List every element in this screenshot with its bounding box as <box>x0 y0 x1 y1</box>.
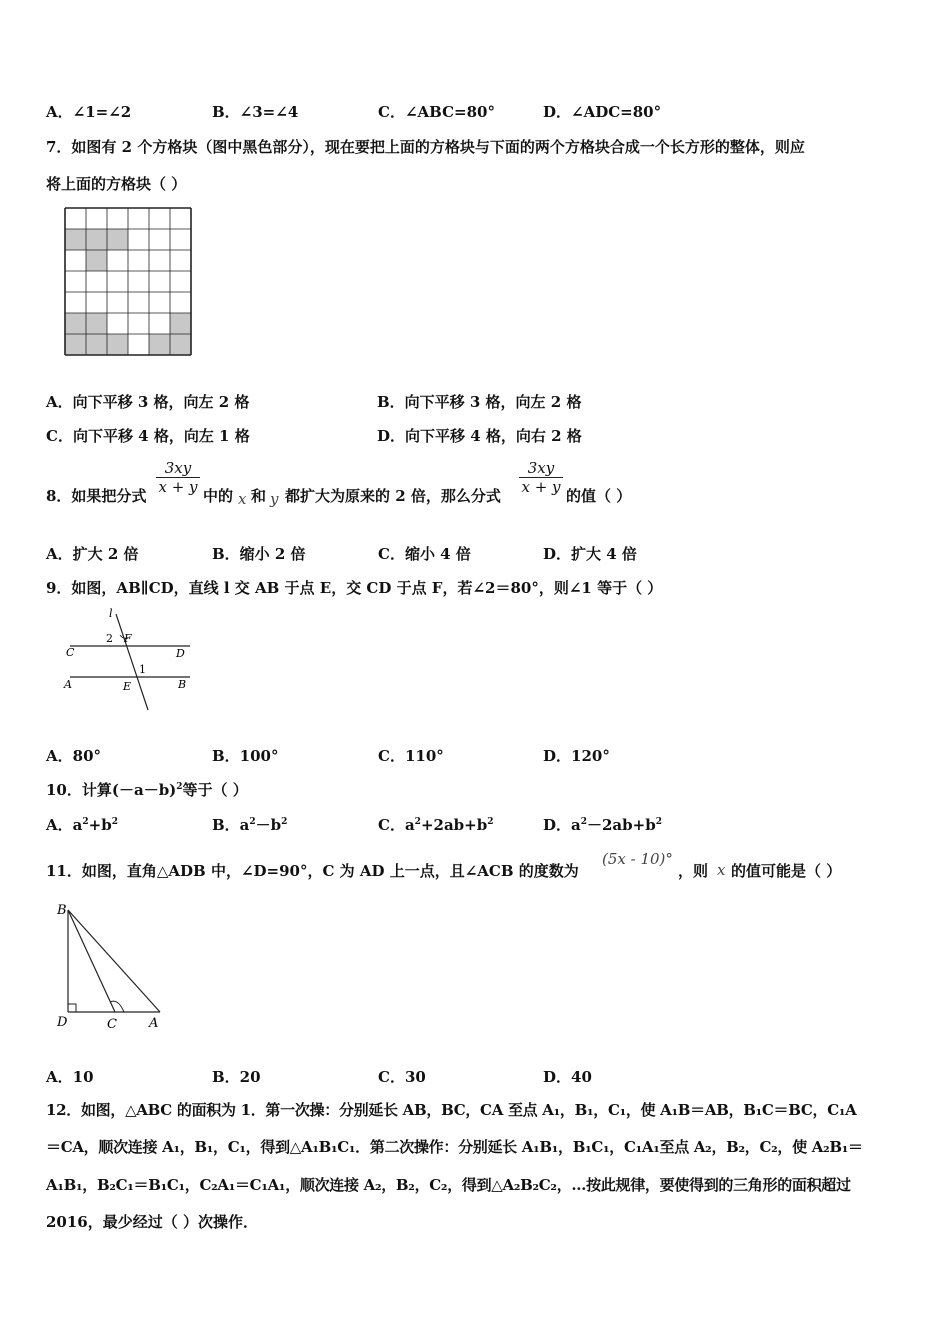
label-c: C <box>107 1017 117 1032</box>
q8-option-a[interactable]: A．扩大 2 倍 <box>46 545 139 563</box>
q8-var-x: x <box>238 490 247 508</box>
q7-option-d[interactable]: D．向下平移 4 格，向右 2 格 <box>377 427 582 445</box>
q12-stem-line4: 2016，最少经过（ ）次操作． <box>46 1213 258 1231</box>
q7-option-b[interactable]: B．向下平移 3 格，向左 2 格 <box>377 393 582 411</box>
q6-option-d[interactable]: D．∠ADC=80° <box>543 103 662 121</box>
shaded-cell <box>170 313 191 334</box>
q11-option-b[interactable]: B．20 <box>212 1068 261 1086</box>
q11-option-d[interactable]: D．40 <box>543 1068 592 1086</box>
q10-a-mid: +b <box>88 816 112 834</box>
label-d: D <box>176 647 185 660</box>
q12-stem-line2: ＝CA，顺次连接 A₁，B₁，C₁，得到△A₁B₁C₁．第二次操作：分别延长 A₁B₁，B₁C₁，C₁A₁至点 A₂，B₂，C₂，使 A₂B₁＝ <box>46 1138 863 1156</box>
q10-option-d[interactable] <box>543 815 662 835</box>
q9-stem: 9．如图，AB∥CD，直线 l 交 AB 于点 E，交 CD 于点 F，若∠2＝80°，则∠1 等于（ ） <box>46 579 663 597</box>
q10-stem <box>46 780 248 800</box>
q9-option-d[interactable]: D．120° <box>543 747 610 765</box>
q10-option-c[interactable] <box>378 815 493 835</box>
q10-b-pre: B．a <box>212 816 250 834</box>
shaded-cell <box>170 334 191 355</box>
q6-option-a[interactable]: A．∠1=∠2 <box>46 103 132 121</box>
q7-stem-line2: 将上面的方格块（ ） <box>46 175 187 193</box>
q12-stem-line1: 12．如图，△ABC 的面积为 1．第一次操：分别延长 AB，BC，CA 至点 A₁，B₁，C₁，使 A₁B＝AB，B₁C＝BC，C₁A <box>46 1101 857 1119</box>
q10-c-exp2: 2 <box>487 817 494 827</box>
shaded-cell <box>107 334 128 355</box>
label-2: 2 <box>106 632 113 645</box>
q8-fraction-1 <box>156 459 200 496</box>
right-angle-mark <box>68 1004 76 1012</box>
q7-option-c[interactable]: C．向下平移 4 格，向左 1 格 <box>46 427 250 445</box>
q8-var-y: y <box>270 490 279 508</box>
q10-stem-post: 等于（ ） <box>182 781 248 799</box>
label-a: A <box>149 1016 159 1031</box>
q10-c-mid: +2ab+b <box>420 816 488 834</box>
q11-expression: (5x - 10)° <box>602 850 673 868</box>
side-bc <box>68 910 115 1012</box>
shaded-cell <box>107 229 128 250</box>
q11-option-a[interactable]: A．10 <box>46 1068 94 1086</box>
line-l <box>116 614 148 710</box>
label-b: B <box>178 678 187 691</box>
shaded-cell <box>86 229 107 250</box>
q8-stem-pre: 8．如果把分式 <box>46 487 147 505</box>
q8-option-c[interactable]: C．缩小 4 倍 <box>378 545 471 563</box>
q7-option-a[interactable]: A．向下平移 3 格，向左 2 格 <box>46 393 250 411</box>
q8-fraction-2 <box>519 459 563 496</box>
q10-a-exp2: 2 <box>111 817 118 827</box>
q6-option-b[interactable]: B．∠3=∠4 <box>212 103 299 121</box>
shaded-cell <box>149 334 170 355</box>
q10-b-exp2: 2 <box>281 817 288 827</box>
q8-fraction-1-den: x + y <box>158 478 198 496</box>
q9-option-a[interactable]: A．80° <box>46 747 102 765</box>
q10-c-pre: C．a <box>378 816 415 834</box>
q11-stem-post: 的值可能是（ ） <box>731 862 842 880</box>
q8-stem-post: 的值（ ） <box>566 487 632 505</box>
q10-a-pre: A．a <box>46 816 83 834</box>
shaded-cell <box>86 334 107 355</box>
q8-stem-mid1: 中的 <box>203 487 234 505</box>
q10-d-mid: －2ab+b <box>587 816 656 834</box>
q11-right-triangle-figure <box>52 898 172 1034</box>
q11-stem-pre: 11．如图，直角△ADB 中，∠D=90°，C 为 AD 上一点，且∠ACB 的度数为 <box>46 862 579 880</box>
q10-a-exp1: 2 <box>82 817 89 827</box>
q8-stem-mid3: 都扩大为原来的 2 倍，那么分式 <box>285 487 501 505</box>
q10-stem-exponent: 2 <box>176 782 183 792</box>
label-d: D <box>57 1015 68 1030</box>
q8-option-d[interactable]: D．扩大 4 倍 <box>543 545 637 563</box>
q11-var-x: x <box>717 861 726 879</box>
q10-d-exp2: 2 <box>655 817 662 827</box>
q10-d-pre: D．a <box>543 816 581 834</box>
q8-fraction-2-den: x + y <box>521 478 561 496</box>
q11-option-c[interactable]: C．30 <box>378 1068 426 1086</box>
q8-fraction-2-num: 3xy <box>527 459 555 477</box>
q6-option-c[interactable]: C．∠ABC=80° <box>378 103 495 121</box>
side-ba <box>68 910 160 1012</box>
label-a: A <box>64 678 72 691</box>
q10-option-b[interactable] <box>212 815 287 835</box>
label-e: E <box>123 680 132 693</box>
q9-option-c[interactable]: C．110° <box>378 747 444 765</box>
shaded-cell <box>65 313 86 334</box>
q10-b-exp1: 2 <box>249 817 256 827</box>
shaded-cell <box>86 250 107 271</box>
q10-d-exp1: 2 <box>580 817 587 827</box>
label-l: l <box>109 607 113 620</box>
q10-option-a[interactable] <box>46 815 118 835</box>
q9-option-b[interactable]: B．100° <box>212 747 279 765</box>
q10-c-exp1: 2 <box>414 817 421 827</box>
q10-b-mid: －b <box>255 816 282 834</box>
q7-grid-figure <box>60 203 200 361</box>
label-c: C <box>66 646 75 659</box>
label-b: B <box>57 903 67 918</box>
q8-fraction-1-num: 3xy <box>164 459 192 477</box>
q8-option-b[interactable]: B．缩小 2 倍 <box>212 545 306 563</box>
shaded-cell <box>65 229 86 250</box>
label-f: F <box>124 632 132 645</box>
q7-stem-line1: 7．如图有 2 个方格块（图中黑色部分），现在要把上面的方格块与下面的两个方格块合成一个长方形的整体，则应 <box>46 138 805 156</box>
q11-stem-mid: ，则 <box>678 862 709 880</box>
q9-parallel-lines-figure <box>60 606 200 716</box>
q10-stem-pre: 10．计算(－a－b) <box>46 781 177 799</box>
shaded-cell <box>86 313 107 334</box>
q8-stem-mid2: 和 <box>251 487 267 505</box>
shaded-cell <box>65 334 86 355</box>
q12-stem-line3: A₁B₁，B₂C₁＝B₁C₁，C₂A₁＝C₁A₁，顺次连接 A₂，B₂，C₂，得到△A₂B₂C₂，…按此规律，要使得到的三角形的面积超过 <box>46 1176 851 1194</box>
label-1: 1 <box>139 663 146 676</box>
